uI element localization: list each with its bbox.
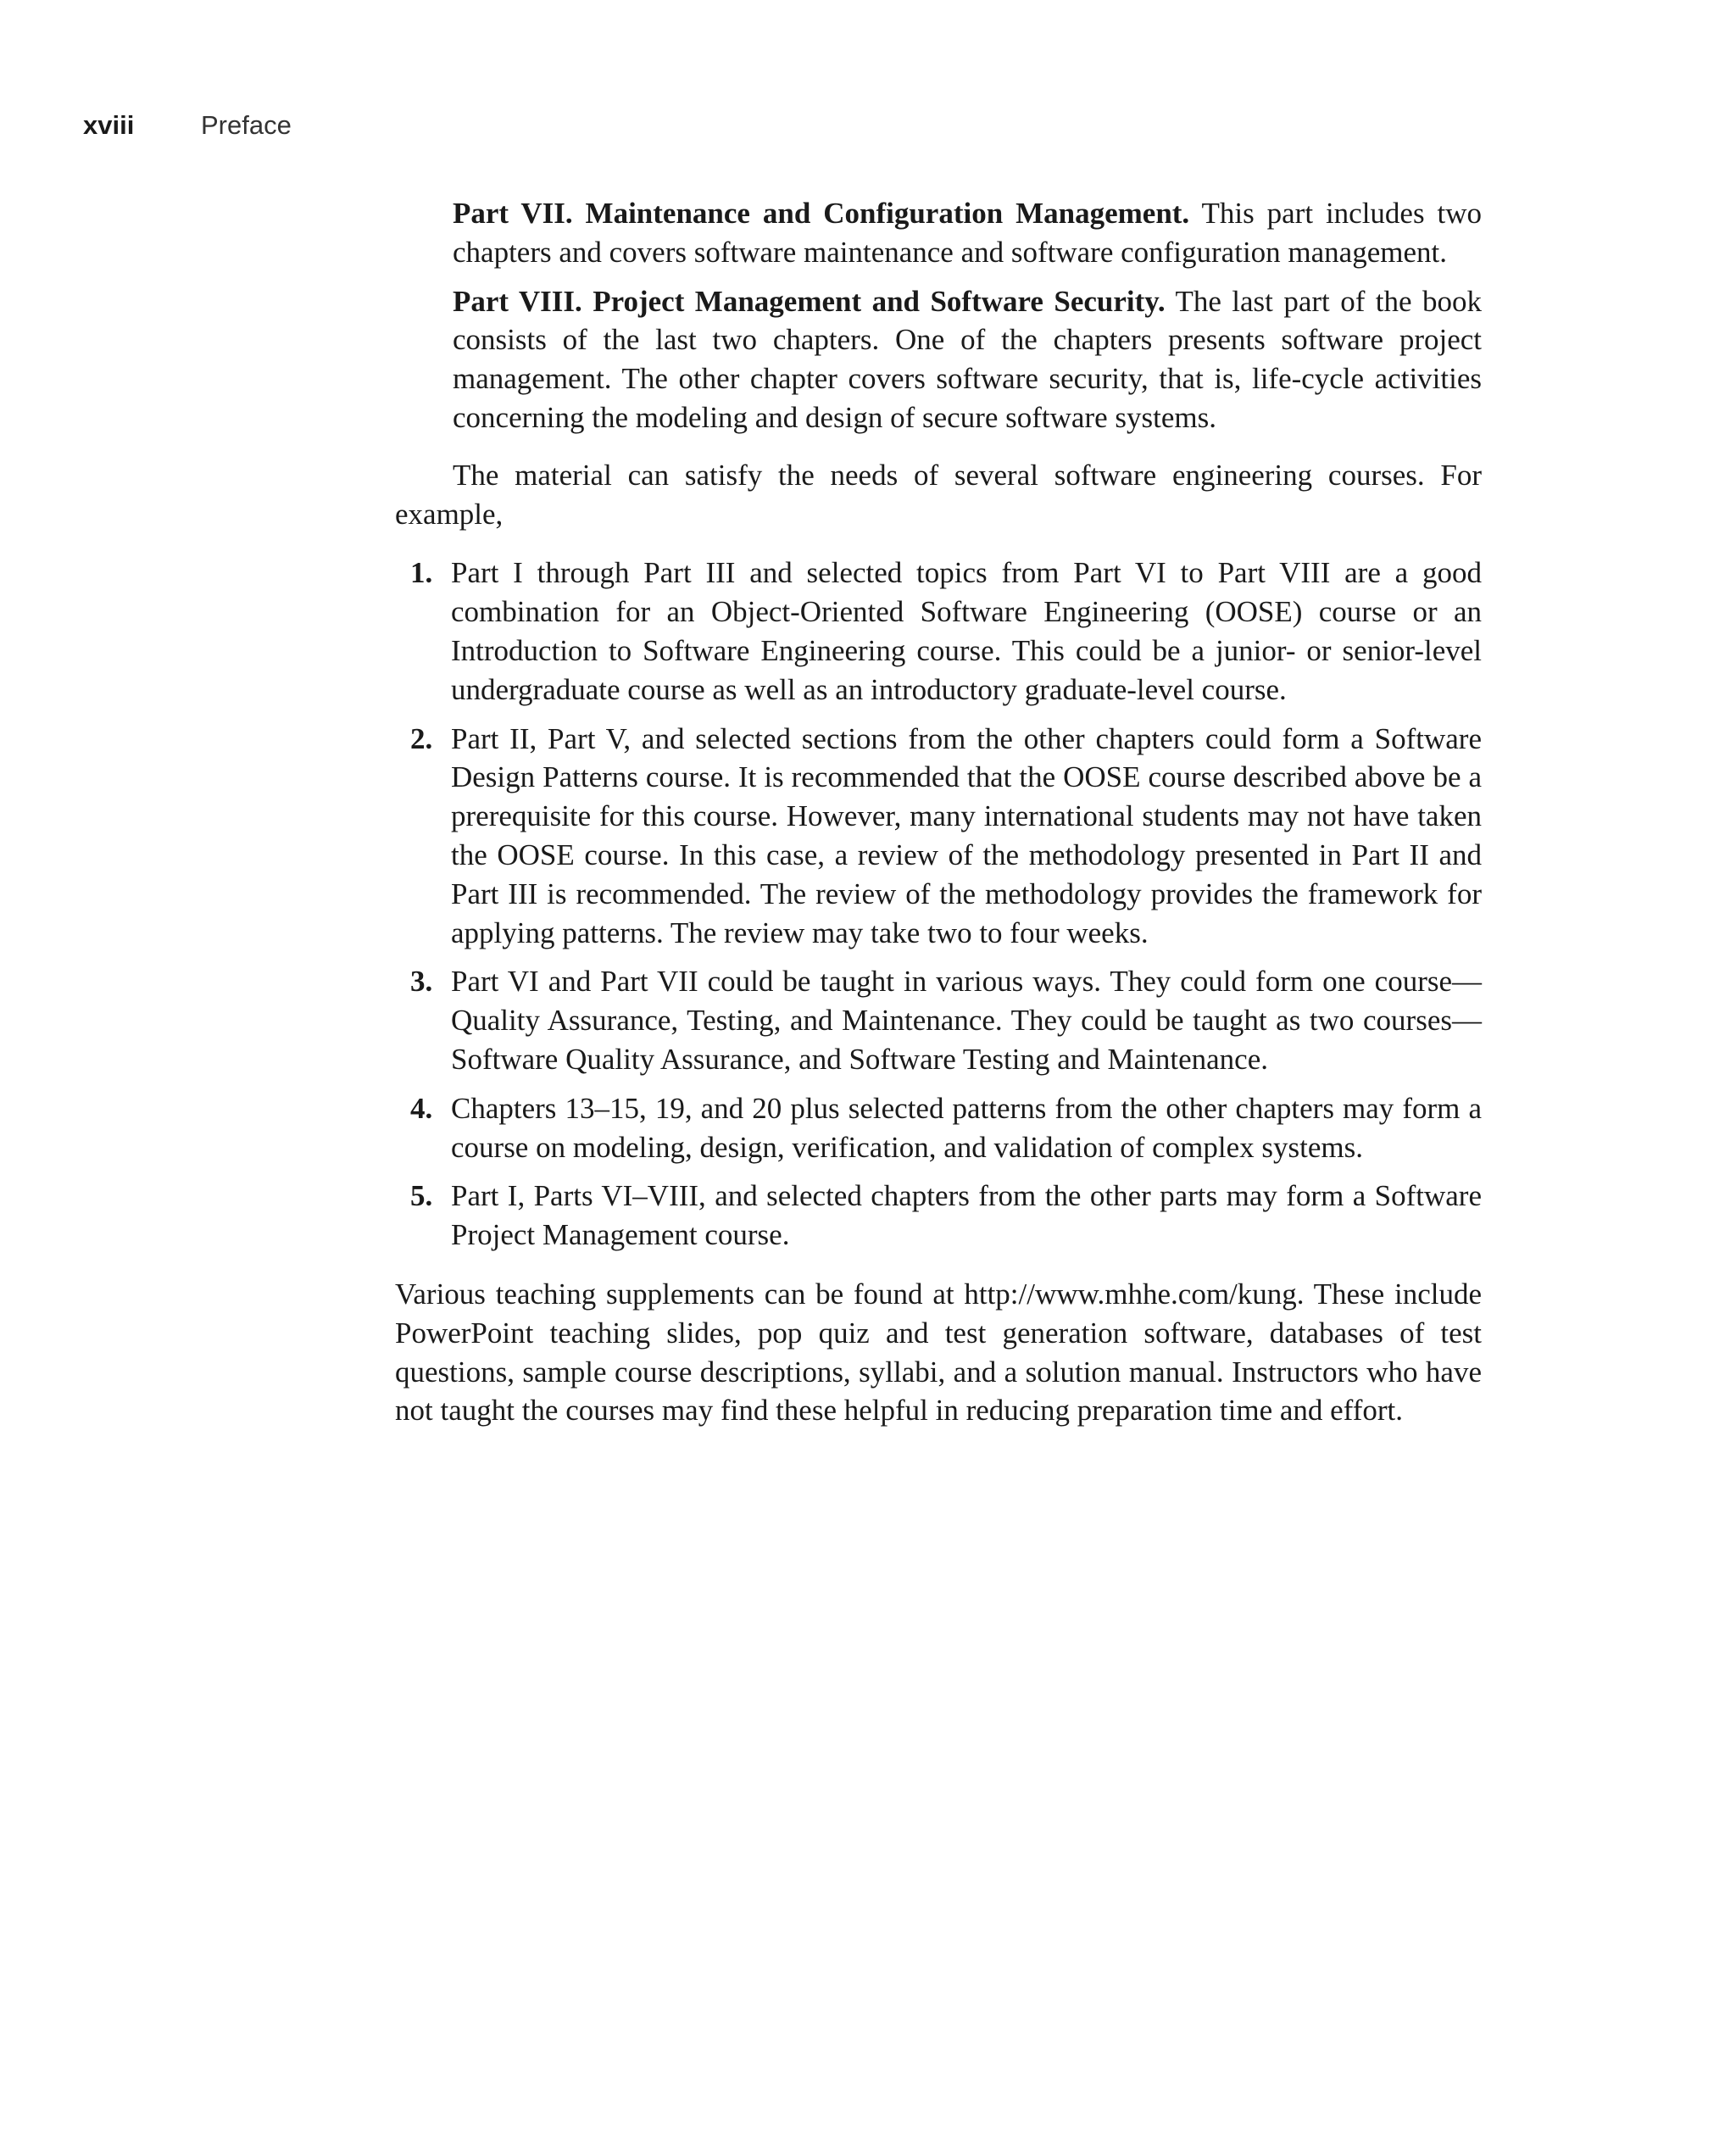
list-text: Part VI and Part VII could be taught in various ways. They could form one course—Quality Assurance, Testing, and Maintenance. They could be taught as two courses—Software Quality Assurance, and Software Testing and Maintenance. (451, 965, 1482, 1076)
list-number: 3. (410, 965, 433, 999)
running-head (83, 109, 292, 142)
part-title: Part VII. Maintenance and Configuration Management. (453, 197, 1190, 230)
list-item (395, 962, 1482, 1078)
body-text (395, 194, 1482, 1430)
list-number: 1. (410, 556, 433, 590)
page-number: xviii (83, 110, 135, 140)
part-text: This part includes two chapters and covers software maintenance and software configuration management. (453, 197, 1483, 269)
section-title: Preface (201, 110, 292, 140)
list-number: 4. (410, 1091, 433, 1125)
intro-paragraph: The material can satisfy the needs of several software engineering courses. For example, (395, 458, 1482, 531)
list-item (395, 1177, 1482, 1255)
list-number: 5. (410, 1179, 433, 1213)
part-title: Part VIII. Project Management and Software Security. (453, 284, 1166, 318)
closing-paragraph: Various teaching supplements can be found at http://www.mhhe.com/kung. These include PowerPoint teaching slides, pop quiz and test generation software, databases of test questions, sample course descriptions, syllabi, and a solution manual. Instructors who have not taught the courses may find these helpful in reducing preparation time and effort. (395, 1277, 1482, 1428)
part-text: The last part of the book consists of the last two chapters. One of the chapters presents software project management. The other chapter covers software security, that is, life-cycle activities concerning the modeling and design of secure software systems. (453, 284, 1482, 434)
list-text: Part II, Part V, and selected sections from the other chapters could form a Software Design Patterns course. It is recommended that the OOSE course described above be a prerequisite for this course. However, many international students may not have taken the OOSE course. In this case, a review of the methodology presented in Part II and Part III is recommended. The review of the methodology provides the framework for applying patterns. The review may take two to four weeks. (451, 721, 1482, 949)
list-item (395, 1089, 1482, 1167)
part-description-viii (453, 282, 1482, 437)
list-text: Part I through Part III and selected topics from Part VI to Part VIII are a good combination for an Object-Oriented Software Engineering (OOSE) course or an Introduction to Software Engineering course. This could be a junior- or senior-level undergraduate course as well as an introductory graduate-level course. (451, 556, 1482, 706)
list-item (395, 554, 1482, 709)
list-item (395, 720, 1482, 953)
list-text: Chapters 13–15, 19, and 20 plus selected patterns from the other chapters may form a course on modeling, design, verification, and validation of complex systems. (451, 1091, 1482, 1164)
course-list (395, 554, 1482, 1255)
list-text: Part I, Parts VI–VIII, and selected chapters from the other parts may form a Software Project Management course. (451, 1179, 1482, 1252)
part-description-vii (453, 194, 1482, 272)
list-number: 2. (410, 721, 433, 755)
